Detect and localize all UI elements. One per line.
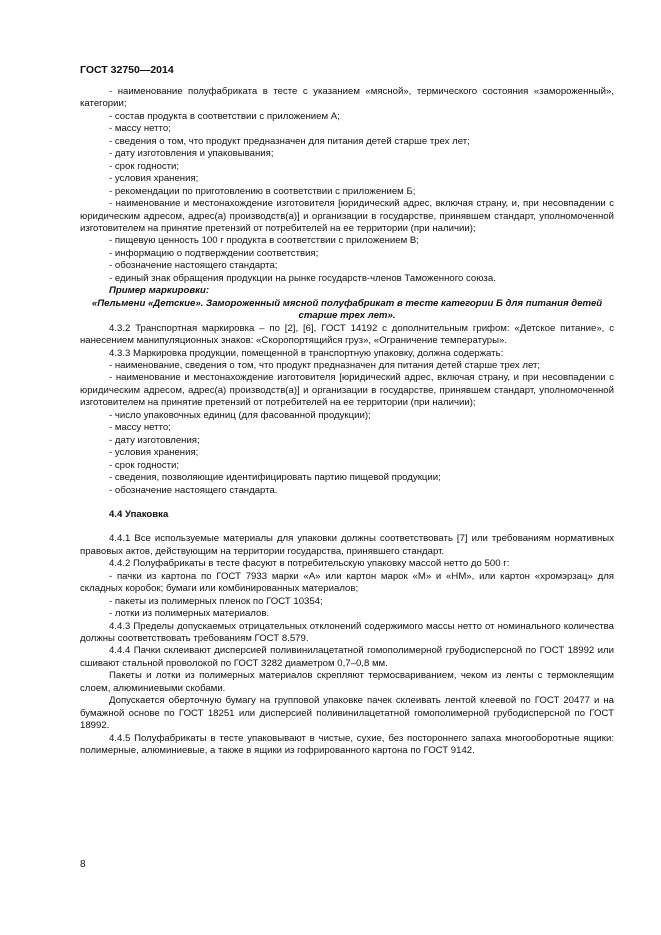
body-paragraph: 4.4.3 Пределы допускаемых отрицательных отклонений содержимого массы нетто от номинального количества должны соответствовать требованиям ГОСТ 8.579. — [80, 620, 614, 645]
body-paragraph: - условия хранения; — [109, 173, 199, 185]
body-paragraph: - обозначение настоящего стандарта; — [109, 260, 278, 272]
body-paragraph: - срок годности; — [109, 459, 180, 471]
body-paragraph: - лотки из полимерных материалов. — [109, 608, 270, 620]
document-body — [80, 86, 614, 758]
example-text: «Пельмени «Детские». Замороженный мясной полуфабрикат в тесте категории Б для питания детей старше трех лет». — [91, 297, 603, 322]
body-paragraph: - рекомендации по приготовлению в соответствии с приложением Б; — [109, 185, 416, 197]
body-paragraph: Допускается оберточную бумагу на групповой упаковке пачек склеивать лентой клеевой по ГОСТ 20477 и на бумажной основе по ГОСТ 18251 или дисперсией поливинилацетатной гомополимерной грубодисперсной по ГОСТ 18992. — [80, 695, 614, 732]
body-paragraph: - число упаковочных единиц (для фасованной продукции); — [109, 409, 371, 421]
body-paragraph: - наименование и местонахождение изготовителя [юридический адрес, включая страну, и при несовпадении с юридическим адресом, адрес(а) производств(а)] и организации в государстве, принявшем стандарт, уполномоченной изготовителем на принятие претензий от потребителей на ее территории (при наличии); — [80, 372, 614, 409]
body-paragraph: 4.4.4 Пачки склеивают дисперсией поливинилацетатной гомополимерной грубодисперсной по ГОСТ 18992 или сшивают стальной проволокой по ГОСТ 3282 диаметром 0,7–0,8 мм. — [80, 645, 614, 669]
body-paragraph: - дату изготовления и упаковывания; — [109, 148, 274, 160]
body-paragraph: 4.4.5 Полуфабрикаты в тесте упаковывают в чистые, сухие, без постороннего запаха многооборотные ящики: полимерные, алюминиевые, а также в ящики из гофрированного картона по ГОСТ 9142. — [80, 732, 614, 757]
body-paragraph: - единый знак обращения продукции на рынке государств-членов Таможенного союза. — [109, 272, 496, 284]
standard-header: ГОСТ 32750—2014 — [80, 64, 174, 76]
body-paragraph: 4.3.2 Транспортная маркировка – по [2], [6], ГОСТ 14192 с дополнительным грифом: «Детское питание», с нанесением манипуляционных знаков: «Скоропортящийся груз», «Ограничение температуры». — [80, 322, 614, 347]
body-paragraph: - сведения, позволяющие идентифицировать партию пищевой продукции; — [109, 472, 441, 484]
section-heading: 4.4 Упаковка — [109, 508, 169, 520]
body-paragraph: 4.4.1 Все используемые материалы для упаковки должны соответствовать [7] или требованиям нормативных правовых актов, действующим на территории государства, принявшего стандарт. — [80, 533, 614, 557]
body-paragraph: - информацию о подтверждении соответствия; — [109, 247, 319, 259]
body-paragraph: - дату изготовления; — [109, 434, 200, 446]
body-paragraph: - обозначение настоящего стандарта. — [109, 484, 278, 496]
body-paragraph: - пищевую ценность 100 г продукта в соответствии с приложением В; — [109, 235, 419, 247]
body-paragraph: - наименование полуфабриката в тесте с указанием «мясной», термического состояния «замороженный», категории; — [80, 86, 614, 110]
body-paragraph: - состав продукта в соответствии с приложением А; — [109, 110, 340, 122]
body-paragraph: 4.3.3 Маркировка продукции, помещенной в транспортную упаковку, должна содержать: — [109, 347, 504, 359]
body-paragraph: - массу нетто; — [109, 123, 171, 135]
body-paragraph: Пакеты и лотки из полимерных материалов скрепляют термосвариванием, чеком из ленты с термоклеящим слоем, алюминиевыми скобами. — [80, 670, 614, 694]
body-paragraph: - пачки из картона по ГОСТ 7933 марки «А» или картон марок «М» и «НМ», или картон «хромэрзац» для складных коробок; бумаги или комбинированных материалов; — [80, 570, 614, 595]
body-paragraph: - срок годности; — [109, 160, 180, 172]
body-paragraph: - пакеты из полимерных пленок по ГОСТ 10354; — [109, 595, 323, 607]
example-text: Пример маркировки: — [109, 285, 210, 297]
body-paragraph: - массу нетто; — [109, 422, 171, 434]
body-paragraph: 4.4.2 Полуфабрикаты в тесте фасуют в потребительскую упаковку массой нетто до 500 г: — [109, 558, 510, 570]
body-paragraph: - сведения о том, что продукт предназначен для питания детей старше трех лет; — [109, 135, 470, 147]
body-paragraph: - условия хранения; — [109, 447, 199, 459]
body-paragraph: - наименование, сведения о том, что продукт предназначен для питания детей старше трех лет; — [109, 359, 541, 371]
page-number: 8 — [80, 859, 86, 870]
body-paragraph: - наименование и местонахождение изготовителя [юридический адрес, включая страну, и, при несовпадении с юридическим адресом, адрес(а) производств(а)] и организации в государстве, принявшем стандарт, уполномоченной изготовителем на принятие претензий от потребителей на ее территории (при наличии); — [80, 198, 614, 234]
